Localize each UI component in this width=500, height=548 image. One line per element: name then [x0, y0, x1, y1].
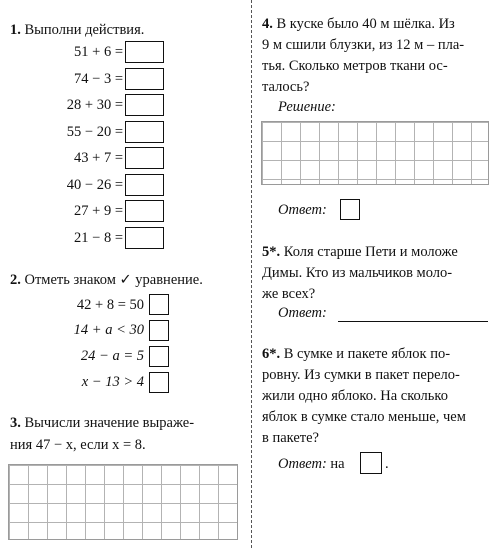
task5-line-2: Димы. Кто из мальчиков моло- [262, 265, 453, 281]
task1-answer-box-2[interactable] [125, 68, 164, 90]
task6-line-5: в пакете? [262, 430, 319, 446]
task4-solution-grid[interactable] [261, 121, 489, 185]
task1-heading [10, 20, 144, 41]
task5-line-1 [262, 242, 458, 263]
task3-line-2: ния 47 − x, если x = 8. [10, 437, 146, 453]
task4-text-1: В куске было 40 м шёлка. Из [276, 16, 455, 32]
task6-line-3: жили одно яблоко. На сколько [262, 388, 448, 404]
task2-item-3: 24 − a = 5 [80, 348, 144, 364]
task6-answer-prefix: на [330, 456, 345, 472]
task2-checkbox-2[interactable] [149, 320, 169, 341]
task1-number: 1. [10, 22, 21, 38]
task1-answer-box-8[interactable] [125, 227, 164, 249]
task1-equation-7: 27 + 9 = [74, 203, 123, 219]
task6-answer-box[interactable] [360, 452, 382, 474]
task2-title: Отметь знаком ✓ уравнение. [24, 272, 203, 288]
task1-answer-box-1[interactable] [125, 41, 164, 63]
task2-item-1: 42 + 8 = 50 [76, 297, 144, 313]
task4-line-4: талось? [262, 79, 310, 95]
task2-checkbox-1[interactable] [149, 294, 169, 315]
task2-item-4: x − 13 > 4 [81, 374, 144, 390]
task6-answer-row [278, 454, 345, 475]
task3-text-1: Вычисли значение выраже- [24, 415, 195, 431]
task6-text-1: В сумке и пакете яблок по- [283, 346, 451, 362]
task2-heading [10, 270, 203, 291]
task1-equation-8: 21 − 8 = [74, 230, 123, 246]
task1-answer-box-7[interactable] [125, 200, 164, 222]
task6-line-4: яблок в сумке стало меньше, чем [262, 409, 466, 425]
task3-number: 3. [10, 415, 21, 431]
task6-line-2: ровну. Из сумки в пакет перело- [262, 367, 460, 383]
task5-line-3: же всех? [262, 286, 316, 302]
task6-number: 6*. [262, 346, 281, 362]
task4-line-2: 9 м сшили блузки, из 12 м – пла- [262, 37, 465, 53]
task5-number: 5*. [262, 244, 281, 260]
task1-equation-2: 74 − 3 = [74, 71, 123, 87]
task3-solution-grid[interactable] [8, 464, 238, 540]
task4-solution-label: Решение: [278, 99, 336, 115]
task4-answer-label: Ответ: [278, 202, 327, 218]
task1-equation-4: 55 − 20 = [66, 124, 123, 140]
task2-checkbox-4[interactable] [149, 372, 169, 393]
task6-line-1 [262, 344, 450, 365]
task1-title: Выполни действия. [24, 22, 145, 38]
task4-line-3: тья. Сколько метров ткани ос- [262, 58, 448, 74]
task1-answer-box-5[interactable] [125, 147, 164, 169]
task1-equation-5: 43 + 7 = [74, 150, 123, 166]
task2-checkbox-3[interactable] [149, 346, 169, 367]
task5-text-1: Коля старше Пети и моложе [283, 244, 458, 260]
task1-equation-1: 51 + 6 = [74, 44, 123, 60]
task6-answer-end: . [385, 456, 389, 472]
task1-equation-6: 40 − 26 = [66, 177, 123, 193]
task1-equation-3: 28 + 30 = [66, 97, 123, 113]
task6-answer-label: Ответ: [278, 456, 327, 472]
task3-line-1 [10, 413, 194, 434]
task4-number: 4. [262, 16, 273, 32]
task1-answer-box-4[interactable] [125, 121, 164, 143]
task4-line-1 [262, 14, 455, 35]
task2-number: 2. [10, 272, 21, 288]
task1-answer-box-3[interactable] [125, 94, 164, 116]
task4-answer-box[interactable] [340, 199, 360, 220]
task2-item-2: 14 + a < 30 [73, 322, 144, 338]
column-divider [251, 0, 252, 548]
task1-answer-box-6[interactable] [125, 174, 164, 196]
task5-answer-line[interactable] [338, 321, 488, 322]
task5-answer-label: Ответ: [278, 305, 327, 321]
